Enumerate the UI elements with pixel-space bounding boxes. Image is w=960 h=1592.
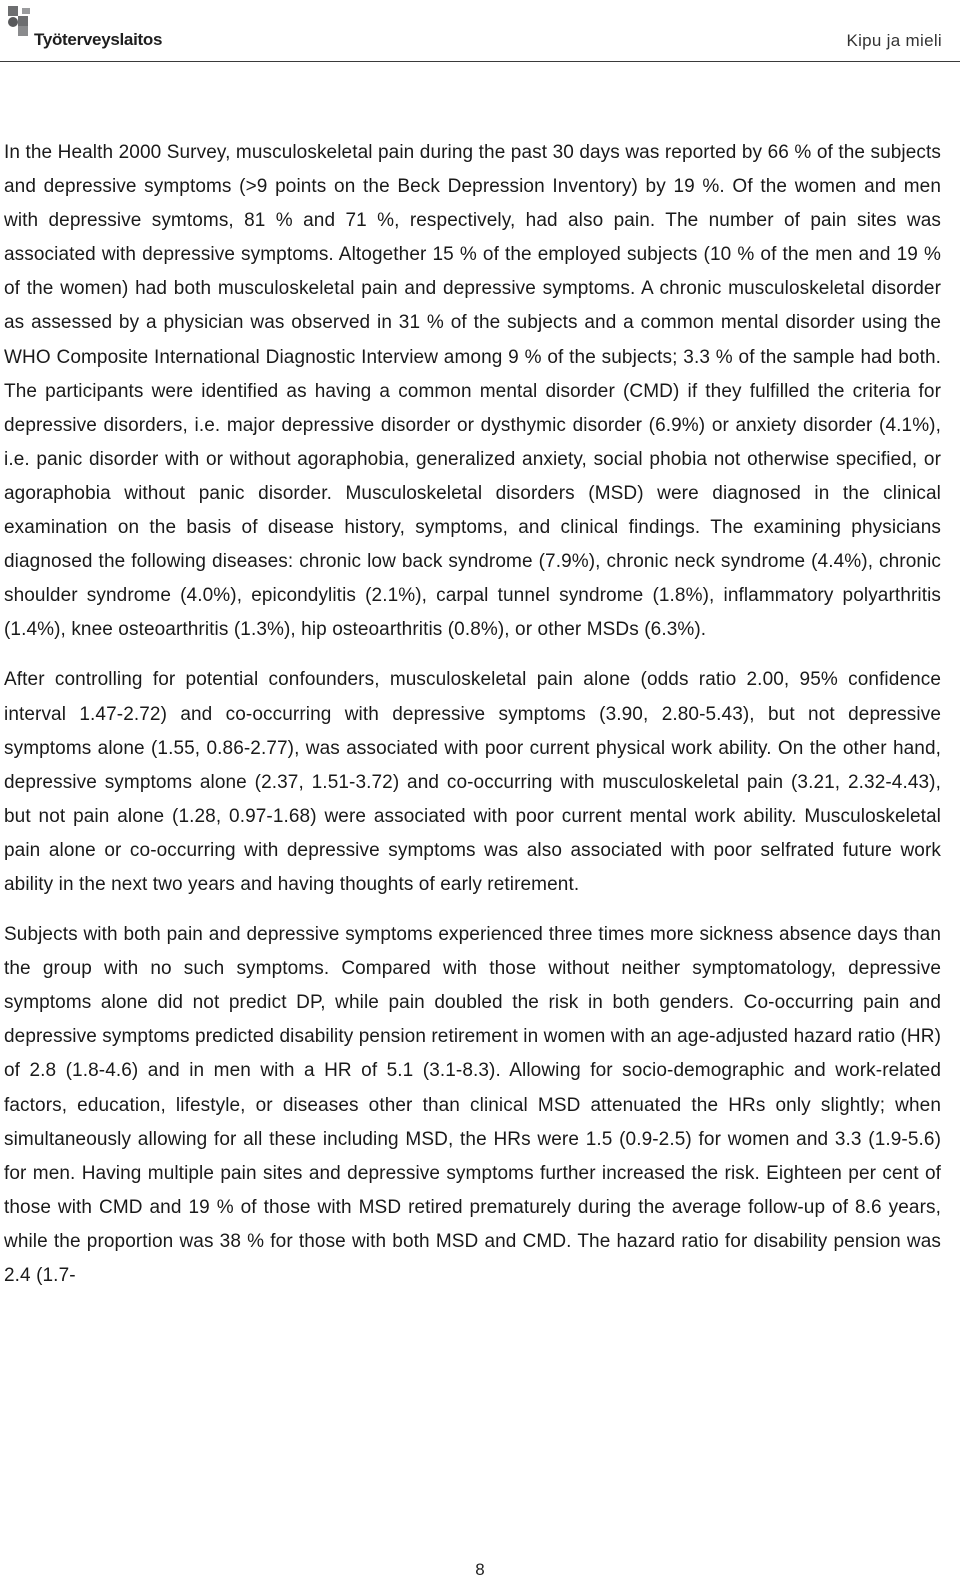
brand-name: Työterveyslaitos [34,30,163,49]
page-number: 8 [475,1560,485,1579]
running-head: Kipu ja mieli [846,31,942,50]
paragraph-3: Subjects with both pain and depressive symptoms experienced three times more sickness absence days than the group with no such symptoms. Compared with those without neither symptomatology, depressive symptoms alone did not predict DP, while pain doubled the risk in both genders. Co-occurring pain and depressive symptoms predicted disability pension retirement in women with an age-adjusted hazard ratio (HR) of 2.8 (1.8-4.6) and in men with a HR of 5.1 (3.1-8.3). Allowing for socio-demographic and work-related factors, education, lifestyle, or diseases other than clinical MSD attenuated the HRs only slightly; when simultaneously allowing for all these including MSD, the HRs were 1.5 (0.9-2.5) for women and 3.3 (1.9-5.6) for men. Having multiple pain sites and depressive symptoms further increased the risk. Eighteen per cent of those with CMD and 19 % of those with MSD retired prematurely during the average follow-up of 8.6 years, while the proportion was 38 % for those with both MSD and CMD. The hazard ratio for disability pension was 2.4 (1.7- [4,924,941,1286]
paragraph-2: After controlling for potential confounders, musculoskeletal pain alone (odds ratio 2.00, 95% confidence interval 1.47-2.72) and co-occurring with depressive symptoms (3.90, 2.80-5.43), but not depressive symptoms alone (1.55, 0.86-2.77), was associated with poor current physical work ability. On the other hand, depressive symptoms alone (2.37, 1.51-3.72) and co-occurring with musculoskeletal pain (3.21, 2.32-4.43), but not pain alone (1.28, 0.97-1.68) were associated with poor current mental work ability. Musculoskeletal pain alone or co-occurring with depressive symptoms was also associated with poor selfrated future work ability in the next two years and having thoughts of early retirement. [4,669,941,895]
paragraph-1: In the Health 2000 Survey, musculoskeletal pain during the past 30 days was reported by 66 % of the subjects and depressive symptoms (>9 points on the Beck Depression Inventory) by 19 %. Of the women and men with depressive symtoms, 81 % and 71 %, respectively, had also pain. The number of pain sites was associated with depressive symptoms. Altogether 15 % of the employed subjects (10 % of the men and 19 % of the women) had both musculoskeletal pain and depressive symptoms. A chronic musculoskeletal disorder as assessed by a physician was observed in 31 % of the subjects and a common mental disorder using the WHO Composite International Diagnostic Interview among 9 % of the subjects; 3.3 % of the sample had both. The participants were identified as having a common mental disorder (CMD) if they fulfilled the criteria for depressive disorders, i.e. major depressive disorder or dysthymic disorder (6.9%) or anxiety disorder (4.1%), i.e. panic disorder with or without agoraphobia, generalized anxiety, social phobia not otherwise specified, or agoraphobia without panic disorder. Musculoskeletal disorders (MSD) were diagnosed in the clinical examination on the basis of disease history, symptoms, and clinical findings. The examining physicians diagnosed the following diseases: chronic low back syndrome (7.9%), chronic neck syndrome (4.4%), chronic shoulder syndrome (4.0%), epicondylitis (2.1%), carpal tunnel syndrome (1.8%), inflammatory polyarthritis (1.4%), knee osteoarthritis (1.3%), hip osteoarthritis (0.8%), or other MSDs (6.3%). [4,142,941,641]
page-header [0,0,960,62]
body-text [4,136,941,1309]
